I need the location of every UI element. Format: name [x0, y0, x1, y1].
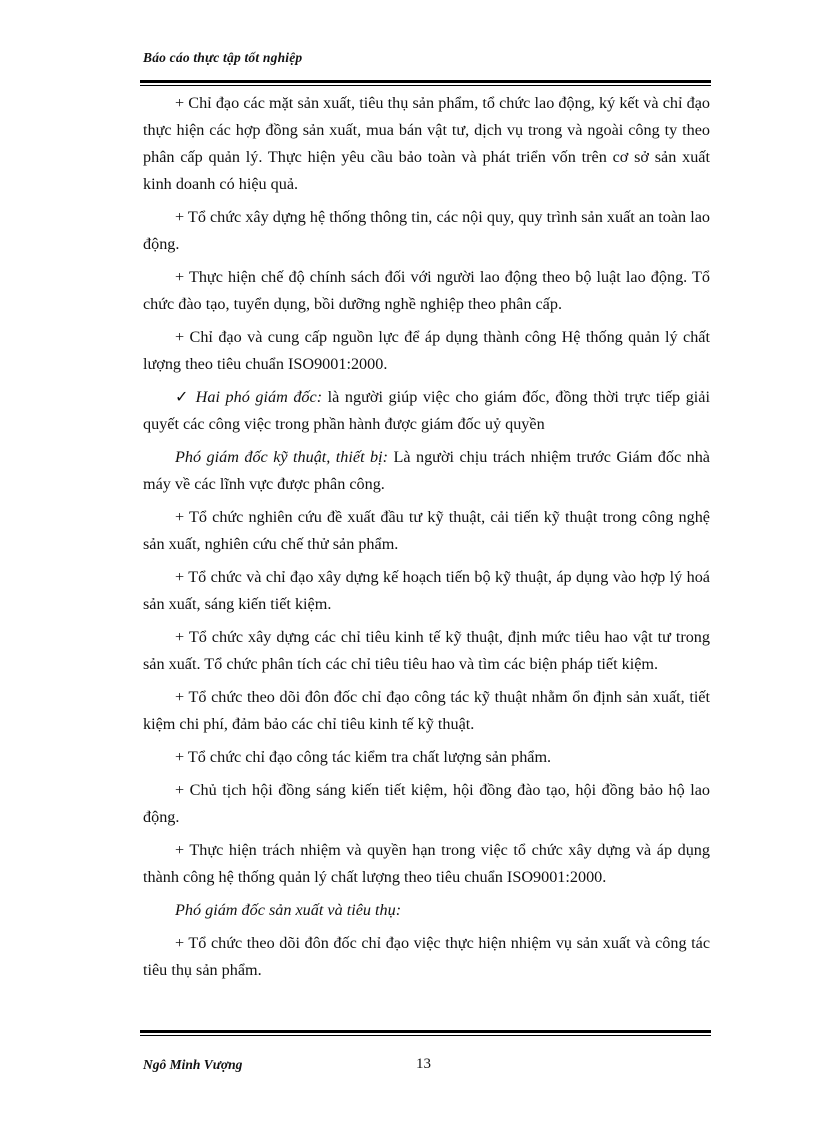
- header-rule: [140, 80, 711, 86]
- section-heading: Hai phó giám đốc:: [195, 388, 323, 406]
- paragraph: + Tổ chức theo dõi đôn đốc chỉ đạo việc thực hiện nhiệm vụ sản xuất và công tác tiêu thụ sản phẩm.: [143, 934, 710, 979]
- paragraph: + Thực hiện trách nhiệm và quyền hạn trong việc tổ chức xây dựng và áp dụng thành công hệ thống quản lý chất lượng theo tiêu chuẩn ISO9001:2000.: [143, 841, 710, 886]
- paragraph-text: Là người chịu trách nhiệm trước Giám đốc nhà máy về các lĩnh vực được phân công.: [143, 448, 710, 493]
- paragraph: + Thực hiện chế độ chính sách đối với người lao động theo bộ luật lao động. Tổ chức đào tạo, tuyển dụng, bồi dưỡng nghề nghiệp theo phân cấp.: [143, 268, 710, 313]
- paragraph: + Tổ chức xây dựng hệ thống thông tin, các nội quy, quy trình sản xuất an toàn lao động.: [143, 208, 710, 253]
- paragraph: + Tổ chức và chỉ đạo xây dựng kế hoạch tiến bộ kỹ thuật, áp dụng vào hợp lý hoá sản xuất, sáng kiến tiết kiệm.: [143, 568, 710, 613]
- page-number: 13: [416, 1056, 431, 1072]
- section-heading: Phó giám đốc kỹ thuật, thiết bị:: [175, 448, 388, 466]
- document-body: [143, 90, 710, 990]
- footer-rule: [140, 1030, 711, 1036]
- page-header-title: Báo cáo thực tập tốt nghiệp: [143, 50, 303, 65]
- paragraph: + Tổ chức chỉ đạo công tác kiểm tra chất lượng sản phẩm.: [175, 748, 552, 766]
- paragraph: + Tổ chức nghiên cứu đề xuất đầu tư kỹ thuật, cải tiến kỹ thuật trong công nghệ sản xuất, nghiên cứu chế thử sản phẩm.: [143, 508, 710, 553]
- paragraph: + Chủ tịch hội đồng sáng kiến tiết kiệm, hội đồng đào tạo, hội đồng bảo hộ lao động.: [143, 781, 710, 826]
- checkmark-icon: ✓: [175, 388, 191, 406]
- paragraph-deputy-directors: [143, 384, 710, 438]
- section-heading-production-deputy: Phó giám đốc sản xuất và tiêu thụ:: [175, 901, 402, 919]
- paragraph: + Tổ chức theo dõi đôn đốc chỉ đạo công tác kỹ thuật nhằm ổn định sản xuất, tiết kiệm chi phí, đảm bảo các chỉ tiêu kinh tế kỹ thuật.: [143, 688, 710, 733]
- paragraph: + Tổ chức xây dựng các chỉ tiêu kinh tế kỹ thuật, định mức tiêu hao vật tư trong sản xuất. Tổ chức phân tích các chỉ tiêu tiêu hao và tìm các biện pháp tiết kiệm.: [143, 628, 710, 673]
- paragraph-text: là người giúp việc cho giám đốc, đồng thời trực tiếp giải quyết các công việc trong phần hành được giám đốc uỷ quyền: [143, 388, 710, 433]
- paragraph-technical-deputy: [143, 444, 710, 498]
- paragraph: + Chỉ đạo các mặt sản xuất, tiêu thụ sản phẩm, tổ chức lao động, ký kết và chỉ đạo thực hiện các hợp đồng sản xuất, mua bán vật tư, dịch vụ trong và ngoài công ty theo phân cấp quản lý. Thực hiện yêu cầu bảo toàn và phát triển vốn trên cơ sở sản xuất kinh doanh có hiệu quả.: [143, 94, 710, 193]
- paragraph: + Chỉ đạo và cung cấp nguồn lực để áp dụng thành công Hệ thống quản lý chất lượng theo tiêu chuẩn ISO9001:2000.: [143, 328, 710, 373]
- footer-author: Ngô Minh Vượng: [143, 1057, 243, 1072]
